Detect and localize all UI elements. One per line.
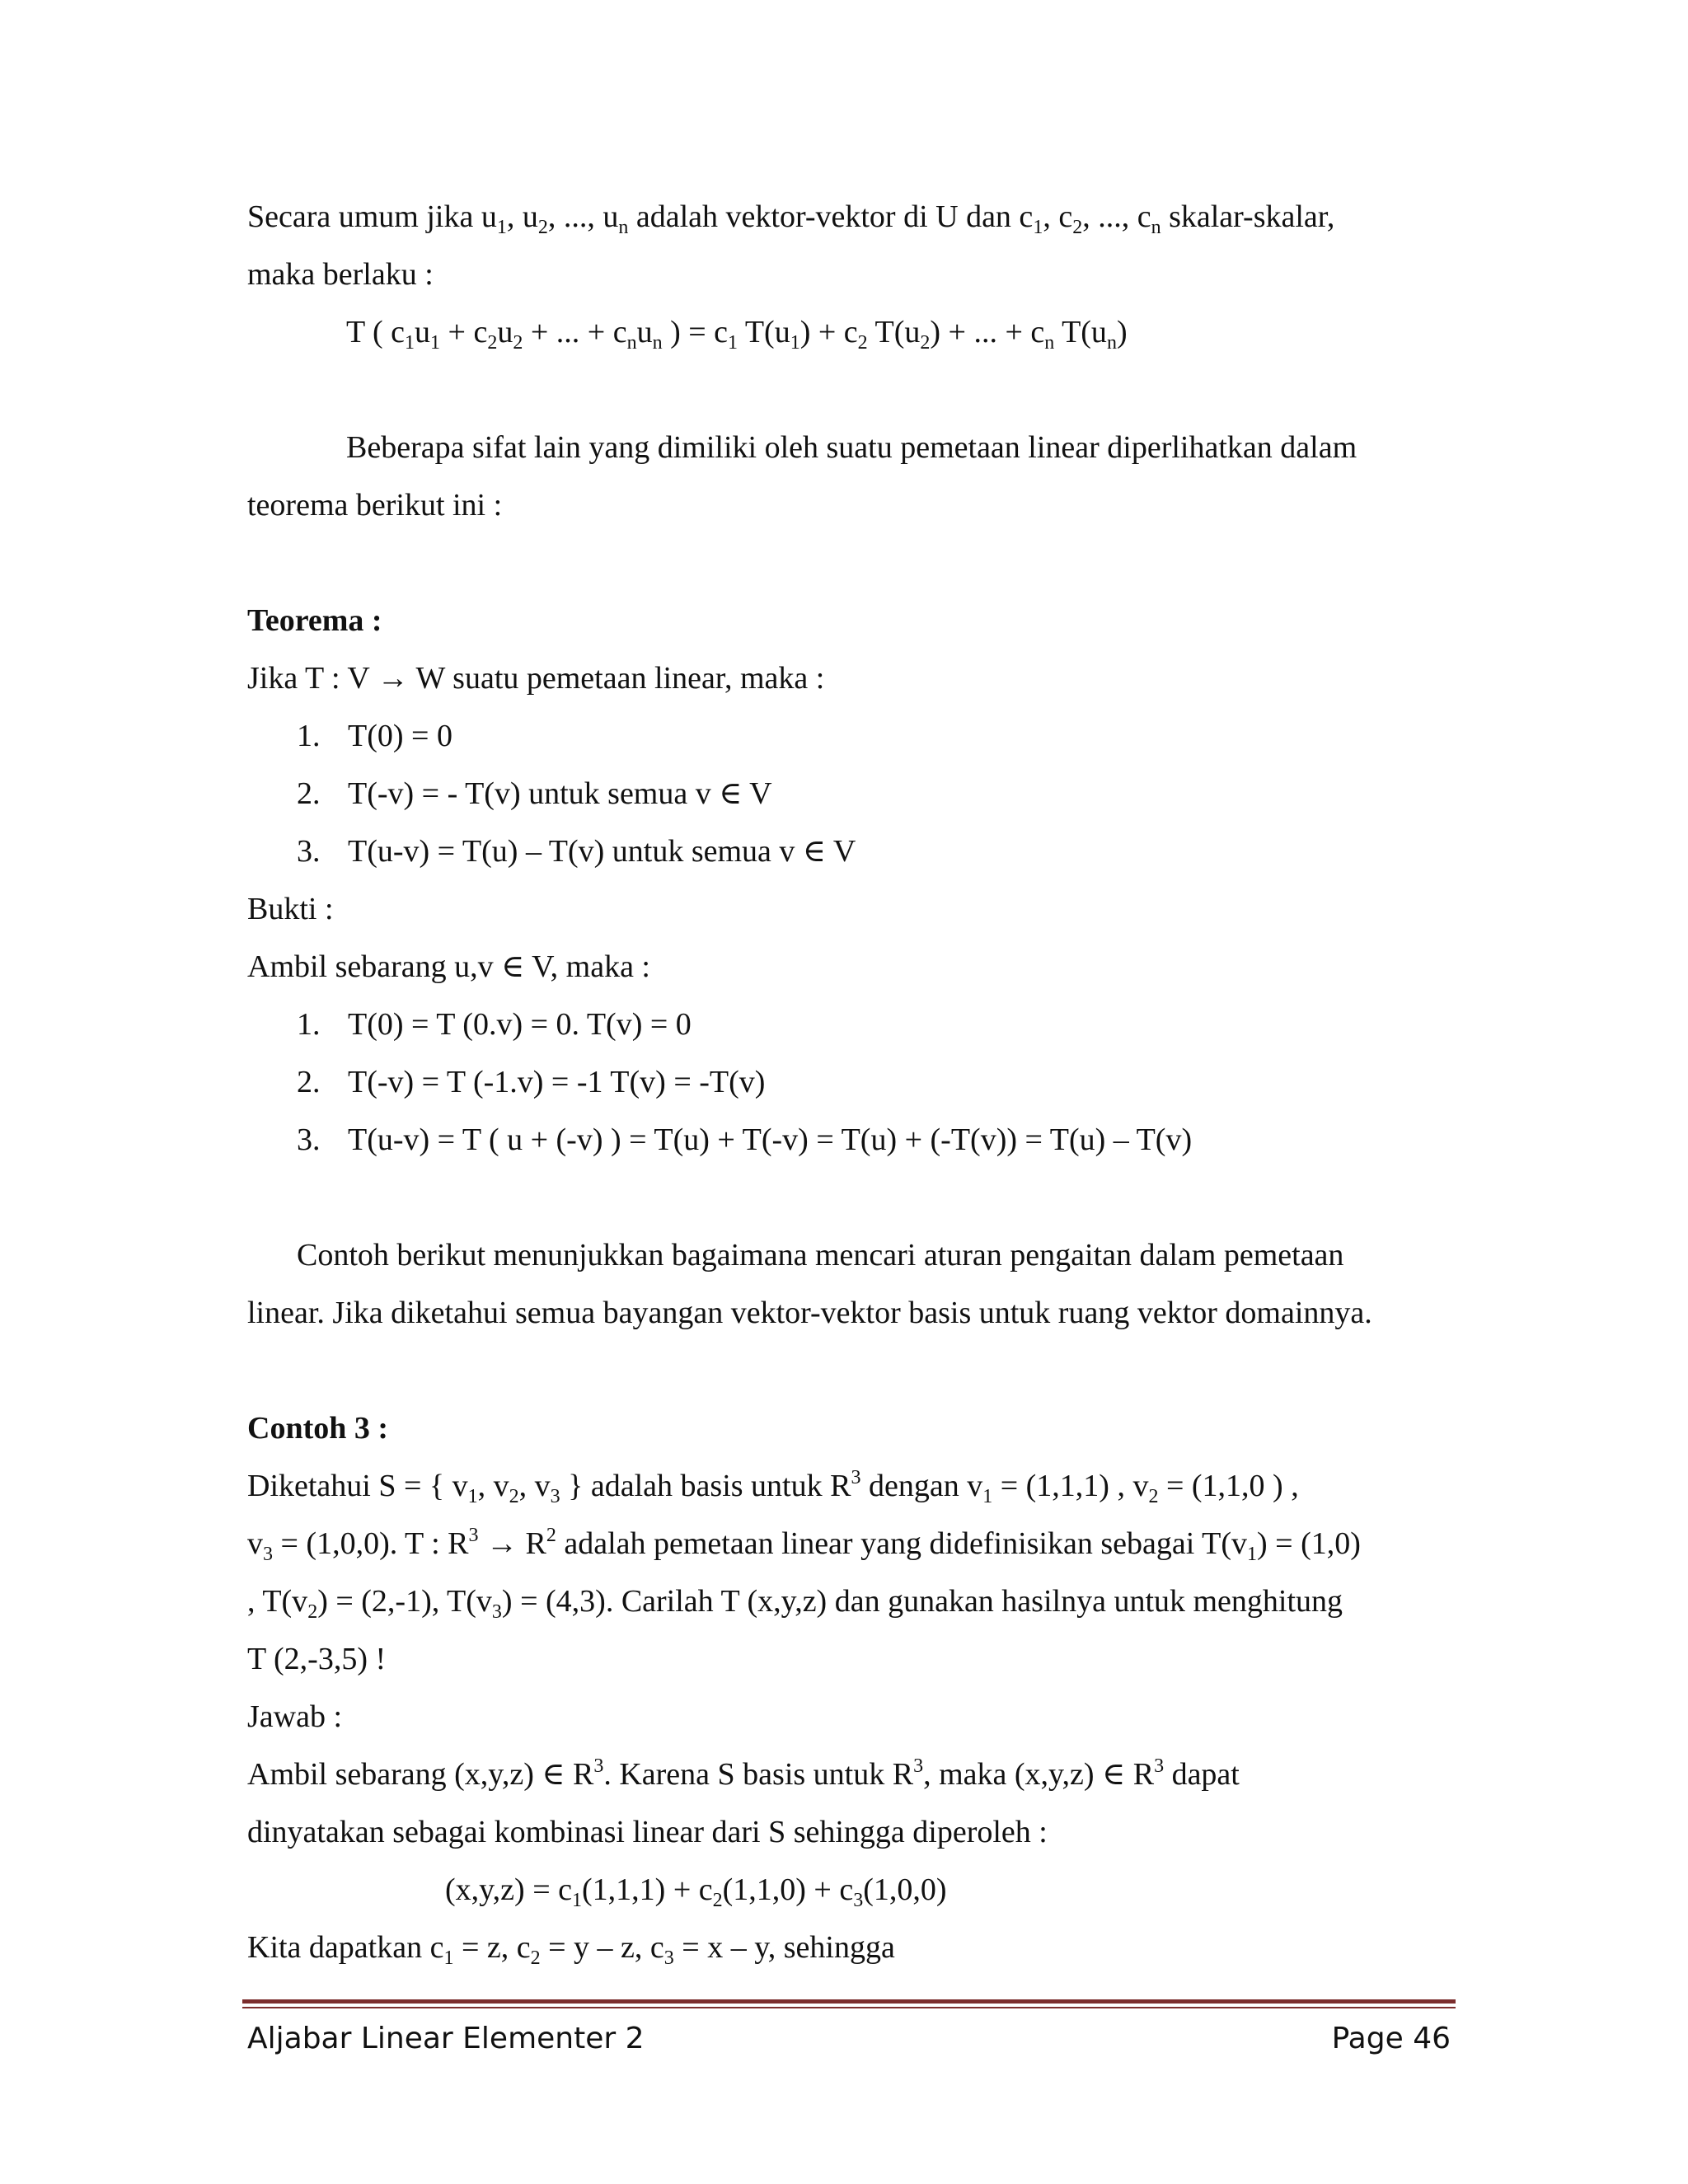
answer-line1: Ambil sebarang (x,y,z) ∈ $R^3$. Karena S basis untuk $R^3$, maka (x,y,z) ∈ $R^3$ dapat — [247, 1755, 1240, 1792]
page-body — [247, 188, 1451, 1976]
combination-formula: $(x,y,z) = c_1(1,1,1) + c_2(1,1,0) + c_3(1,0,0)$ — [445, 1872, 947, 1911]
paragraph-example-intro-line1: Contoh berikut menunjukkan bagaimana mencari aturan pengaitan dalam pemetaan — [297, 1238, 1344, 1272]
example-line1: Diketahui S = { $v_1$, $v_2$, $v_3$ } adalah basis untuk $R^3$ dengan $v_1 = (1,1,1)$ , $v_2 = (1,1,0$ ) , — [247, 1467, 1299, 1507]
example-line3: , $T(v_2) = (2,-1)$, $T(v_3) = (4,3)$. Carilah T (x,y,z) dan gunakan hasilnya untuk menghitung — [247, 1584, 1343, 1623]
paragraph-general-line2: maka berlaku : — [247, 257, 434, 292]
example-line4: T (2,-3,5) ! — [247, 1642, 387, 1676]
proof-intro: Ambil sebarang u,v ∈ V, maka : — [247, 949, 650, 984]
theorem-item: 1. T(0) = 0 — [297, 719, 452, 753]
paragraph-properties-line2: teorema berikut ini : — [247, 488, 503, 523]
theorem-intro: Jika T : V → W suatu pemetaan linear, maka : — [247, 661, 825, 696]
footer-book-title: Aljabar Linear Elementer 2 — [247, 2022, 645, 2055]
footer-rule-thin — [242, 2007, 1456, 2008]
paragraph-general-line1: Secara umum jika $u_1$, $u_2$, ..., $u_n$ adalah vektor-vektor di U dan $c_1$, $c_2$, ..., $c_n$ skalar-skalar, — [247, 199, 1335, 238]
theorem-item: 3. T(u-v) = T(u) – T(v) untuk semua v ∈ V — [297, 834, 856, 869]
proof-item: 2. T(-v) = T (-1.v) = -1 T(v) = -T(v) — [297, 1065, 766, 1099]
answer-line3: Kita dapatkan $c_1 = z$, $c_2 = y - z$, $c_3 = x - y$, sehingga — [247, 1930, 895, 1969]
linearity-formula: T ( $c_1u_1 + c_2u_2$ + ... + $c_nu_n$ ) = $c_1$ $T(u_1) + c_2$ $T(u_2)$ + ... + $c_n$ $T(u_n)$ — [346, 315, 1128, 354]
answer-label: Jawab : — [247, 1699, 343, 1734]
proof-item: 1. T(0) = T (0.v) = 0. T(v) = 0 — [297, 1007, 692, 1042]
example-line2: $v_3 = (1,0,0)$. T : $R^3 \to R^2$ adalah pemetaan linear yang didefinisikan sebagai $T(v_1) = (1,0)$ — [247, 1525, 1361, 1565]
paragraph-example-intro-line2: linear. Jika diketahui semua bayangan vektor-vektor basis untuk ruang vektor domainnya. — [247, 1296, 1372, 1330]
example-heading: Contoh 3 : — [247, 1411, 389, 1446]
footer-rule — [242, 1999, 1456, 2004]
paragraph-properties-line1: Beberapa sifat lain yang dimiliki oleh suatu pemetaan linear diperlihatkan dalam — [346, 430, 1357, 465]
proof-item: 3. T(u-v) = T ( u + (-v) ) = T(u) + T(-v) = T(u) + (-T(v)) = T(u) – T(v) — [297, 1122, 1193, 1157]
proof-label: Bukti : — [247, 892, 334, 926]
answer-line2: dinyatakan sebagai kombinasi linear dari S sehingga diperoleh : — [247, 1815, 1048, 1849]
theorem-heading: Teorema : — [247, 603, 382, 638]
theorem-item: 2. T(-v) = - T(v) untuk semua v ∈ V — [297, 776, 772, 811]
page-footer — [247, 2018, 1451, 2060]
footer-page-number: Page 46 — [1331, 2022, 1451, 2055]
